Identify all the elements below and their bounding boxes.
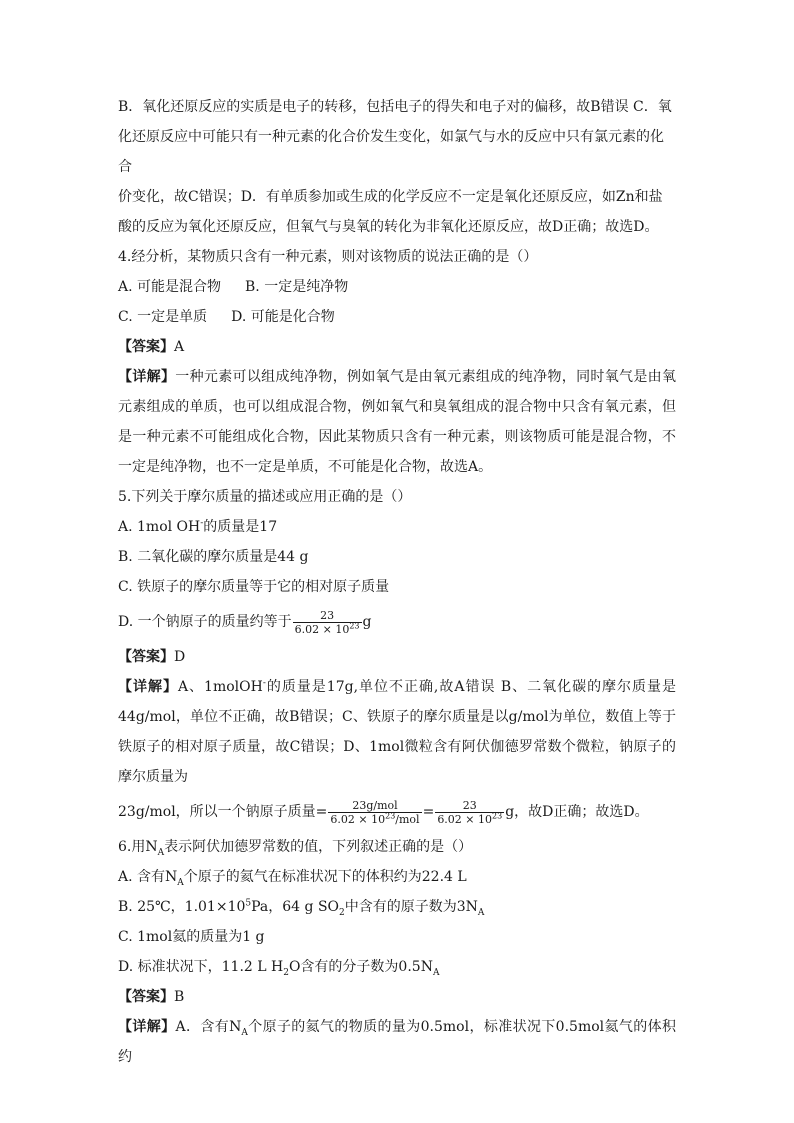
answer-line [118, 642, 676, 672]
detail-label: 【详解】 [118, 1019, 176, 1035]
answer-label: 【答案】 [118, 339, 174, 355]
question-4-options-ab [118, 272, 676, 302]
option-b: B. 二氧化碳的摩尔质量是44 g [118, 549, 309, 565]
intro-line: B．氧化还原反应的实质是电子的转移，包括电子的得失和电子对的偏移，故B错误 C．氧 [118, 99, 672, 115]
answer-label: 【答案】 [118, 989, 174, 1005]
detail-text: 一种元素可以组成纯净物，例如氧气是由氧元素组成的纯净物，同时氧气是由氧元素组成的单质，也可以组成混合物，例如氧气和臭氧组成的混合物中只含有氧元素，但是一种元素不可能组成化合物，因此某物质只含有一种元素，则该物质可能是混合物，不一定是纯净物，也不一定是单质，不可能是化合物，故选A。 [118, 369, 677, 475]
intro-line: 化还原反应中可能只有一种元素的化合价发生变化，如氯气与水的反应中只有氯元素的化合 [118, 129, 664, 175]
option-b: B. 一定是纯净物 [245, 279, 349, 295]
answer-value: A [174, 339, 185, 355]
option-a: A. 可能是混合物 [118, 279, 222, 295]
question-6-stem: 6.用$N_A$表示阿伏加德罗常数的值，下列叙述正确的是（） [118, 839, 473, 858]
intro-line: 价变化，故C错误；D．有单质参加或生成的化学反应不一定是氧化还原反应，如Zn和盐 [118, 189, 663, 205]
answer-label: 【答案】 [118, 649, 174, 665]
detail-label: 【详解】 [118, 679, 178, 695]
intro-line: 酸的反应为氧化还原反应，但氧气与臭氧的转化为非氧化还原反应，故D正确；故选D。 [118, 219, 659, 235]
detail-paragraph: 【详解】A、1molOH-的质量是17g,单位不正确,故A错误 B、二氧化碳的摩尔质量是44g/mol，单位不正确，故B错误；C、铁原子的摩尔质量是以g/mol为单位，数值上等于铁原子的相对原子质量，故C错误；D、1mol微粒含有阿伏伽德罗常数个微粒，钠原子的摩尔质量为 [118, 678, 676, 785]
option-d: D. 可能是化合物 [231, 309, 335, 325]
document-content [118, 92, 676, 1072]
option-d: D. 一个钠原子的质量约等于 $\frac{23}{6.02 \times 10^{23}}$ g [118, 608, 372, 636]
detail-label: 【详解】 [118, 369, 176, 385]
option-a: A. 含有$N_A$个原子的氦气在标准状况下的体积约为22.4 L [118, 869, 467, 888]
detail-paragraph [118, 362, 676, 482]
question-5-stem: 5.下列关于摩尔质量的描述或应用正确的是（） [118, 489, 412, 505]
detail-formula-line: 23g/mol，所以一个钠原子质量= $\frac{\text{23g/mol}}{6.02 \times 10^{23}/mol}$ = $\frac{23}{6.02 \times 10^{23}}$ g，故D正确；故选D。 [118, 798, 649, 826]
fraction: $\frac{23}{6.02 \times 10^{23}}$ [294, 608, 360, 636]
option-a: A. 1mol OH-的质量是17 [118, 518, 278, 535]
question-4-stem: 4.经分析，某物质只含有一种元素，则对该物质的说法正确的是（） [118, 249, 538, 265]
answer-line [118, 982, 676, 1012]
option-d: D. 标准状况下，11.2 L $H_2O$含有的分子数为$0.5N_A$ [118, 959, 440, 978]
fraction: $\frac{\text{23g/mol}}{6.02 \times 10^{23}/mol}$ [330, 798, 420, 826]
question-4-options-cd [118, 302, 676, 332]
answer-value: D [174, 649, 186, 665]
answer-line [118, 332, 676, 362]
option-b: B. 25℃，$1.01\times 10^5Pa$，64 g $SO_2$中含有的原子数为$3N_A$ [118, 898, 485, 918]
fraction: $\frac{23}{6.02 \times 10^{23}}$ [437, 798, 503, 826]
detail-paragraph: 【详解】A．含有$N_A$个原子的氦气的物质的量为0.5mol，标准状况下0.5mol氦气的体积约 [118, 1019, 676, 1065]
answer-value: B [174, 989, 185, 1005]
option-c: C. 一定是单质 [118, 309, 208, 325]
option-c: C. 1mol氦的质量为1 g [118, 929, 265, 945]
option-c: C. 铁原子的摩尔质量等于它的相对原子质量 [118, 579, 390, 595]
